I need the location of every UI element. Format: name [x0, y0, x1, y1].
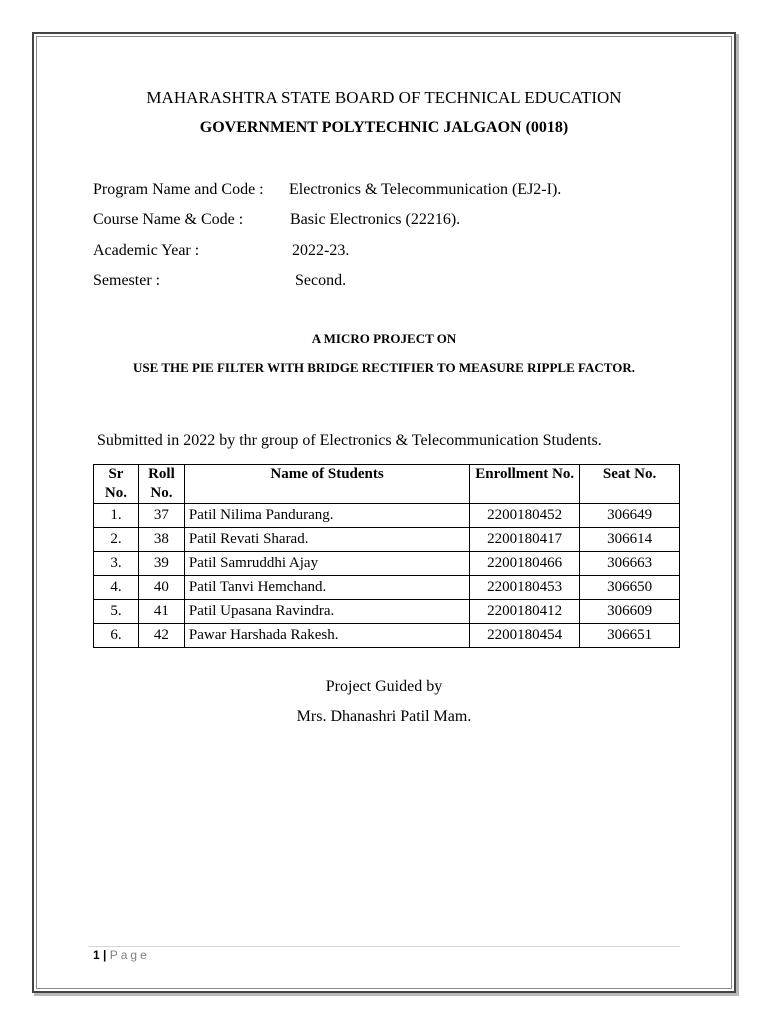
seat-no-cell: 306614	[580, 528, 680, 552]
student-name-cell: Patil Tanvi Hemchand.	[184, 576, 469, 600]
college-title: GOVERNMENT POLYTECHNIC JALGAON (0018)	[199, 119, 569, 136]
sr-no-cell: 6.	[94, 624, 139, 648]
roll-no-cell: 38	[138, 528, 184, 552]
project-topic: USE THE PIE FILTER WITH BRIDGE RECTIFIER TO MEASURE RIPPLE FACTOR.	[133, 360, 635, 375]
semester-value: Second.	[295, 272, 347, 289]
header-roll-no: Roll No.	[138, 465, 184, 504]
board-title: MAHARASHTRA STATE BOARD OF TECHNICAL EDUCATION	[146, 88, 622, 107]
guided-by-label: Project Guided by	[325, 678, 443, 695]
program-label: Program Name and Code :	[93, 181, 264, 198]
enrollment-no-cell: 2200180417	[470, 528, 580, 552]
enrollment-no-cell: 2200180452	[470, 504, 580, 528]
academic-year-value: 2022-23.	[292, 242, 350, 259]
micro-project-heading: A MICRO PROJECT ON	[311, 331, 457, 346]
students-table	[93, 464, 680, 648]
header-sr-no: Sr No.	[94, 465, 139, 504]
course-value: Basic Electronics (22216).	[290, 211, 461, 228]
table-header-row	[94, 465, 680, 504]
page-border-shadow	[736, 34, 739, 995]
table-row	[94, 528, 680, 552]
seat-no-cell: 306651	[580, 624, 680, 648]
page-number: 1	[93, 948, 100, 962]
guide-name: Mrs. Dhanashri Patil Mam.	[296, 708, 472, 725]
seat-no-cell: 306649	[580, 504, 680, 528]
header-enrollment-no: Enrollment No.	[470, 465, 580, 504]
submitted-statement: Submitted in 2022 by thr group of Electronics & Telecommunication Students.	[97, 432, 602, 449]
table-row	[94, 552, 680, 576]
program-value: Electronics & Telecommunication (EJ2-I).	[289, 181, 562, 198]
sr-no-cell: 2.	[94, 528, 139, 552]
page-word: Page	[109, 948, 150, 962]
roll-no-cell: 41	[138, 600, 184, 624]
student-name-cell: Patil Nilima Pandurang.	[184, 504, 469, 528]
student-name-cell: Patil Revati Sharad.	[184, 528, 469, 552]
table-row	[94, 504, 680, 528]
course-label: Course Name & Code :	[93, 211, 244, 228]
student-name-cell: Pawar Harshada Rakesh.	[184, 624, 469, 648]
sr-no-cell: 5.	[94, 600, 139, 624]
seat-no-cell: 306609	[580, 600, 680, 624]
table-row	[94, 576, 680, 600]
header-name: Name of Students	[184, 465, 469, 504]
sr-no-cell: 3.	[94, 552, 139, 576]
header-seat-no: Seat No.	[580, 465, 680, 504]
sr-no-cell: 1.	[94, 504, 139, 528]
enrollment-no-cell: 2200180454	[470, 624, 580, 648]
seat-no-cell: 306650	[580, 576, 680, 600]
roll-no-cell: 39	[138, 552, 184, 576]
footer-divider	[88, 946, 680, 947]
seat-no-cell: 306663	[580, 552, 680, 576]
student-name-cell: Patil Samruddhi Ajay	[184, 552, 469, 576]
table-row	[94, 624, 680, 648]
academic-year-label: Academic Year :	[93, 242, 200, 259]
student-name-cell: Patil Upasana Ravindra.	[184, 600, 469, 624]
enrollment-no-cell: 2200180466	[470, 552, 580, 576]
table-row	[94, 600, 680, 624]
enrollment-no-cell: 2200180453	[470, 576, 580, 600]
roll-no-cell: 40	[138, 576, 184, 600]
semester-label: Semester :	[93, 272, 161, 289]
roll-no-cell: 37	[138, 504, 184, 528]
roll-no-cell: 42	[138, 624, 184, 648]
footer-separator: |	[103, 948, 107, 962]
page-border-shadow	[34, 993, 739, 996]
sr-no-cell: 4.	[94, 576, 139, 600]
enrollment-no-cell: 2200180412	[470, 600, 580, 624]
page-footer	[93, 948, 150, 962]
